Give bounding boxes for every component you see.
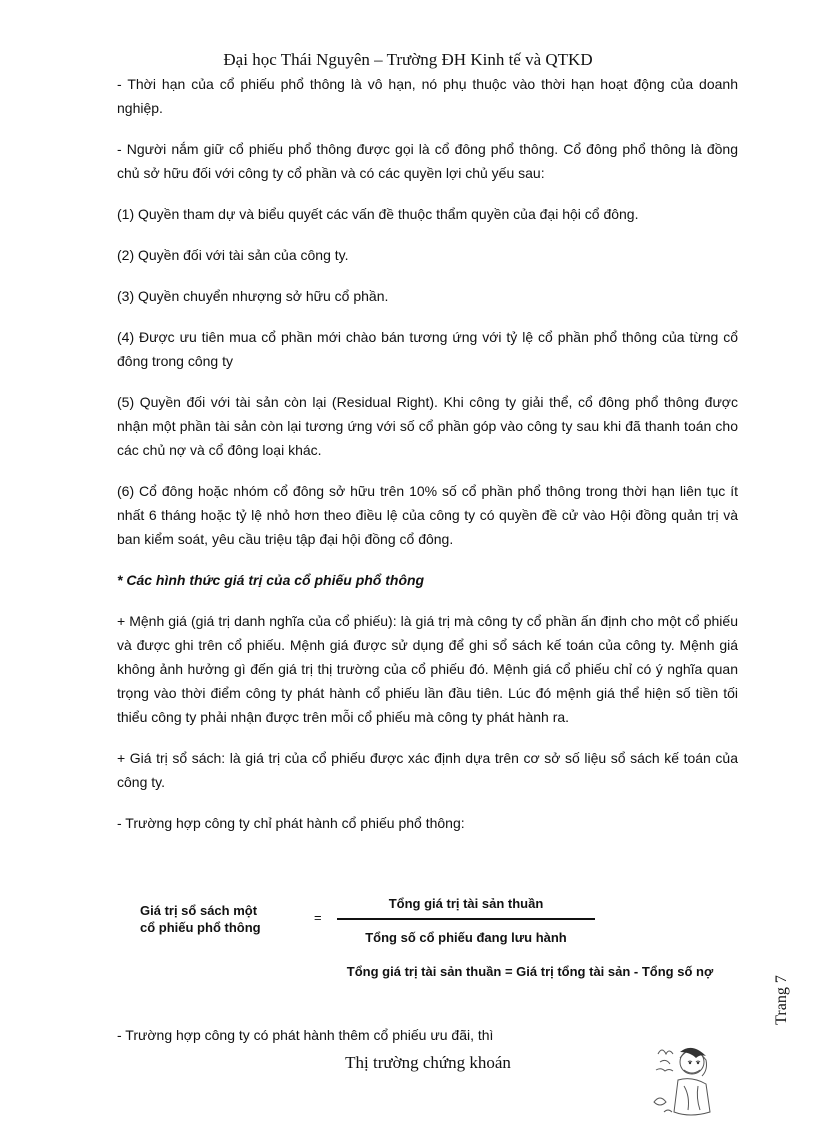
fraction-bar [337, 918, 595, 920]
formula-lhs-line: Giá trị sổ sách một [140, 903, 258, 918]
section-heading: * Các hình thức giá trị của cổ phiếu phổ thông [117, 572, 425, 588]
formula-note: Tổng giá trị tài sản thuần = Giá trị tổng tài sản - Tổng số nợ [346, 964, 714, 979]
paragraph: - Trường hợp công ty có phát hành thêm cổ phiếu ưu đãi, thì [117, 1027, 494, 1043]
paragraph: + Mệnh giá (giá trị danh nghĩa của cổ phiếu): là giá trị mà công ty cổ phần ấn định cho một cổ phiếu và được ghi trên cổ phiếu. Mệnh giá được sử dụng để ghi sổ sách kế toán của công ty. Mệnh giá không ảnh hưởng gì đến giá trị thị trường của cổ phiếu đó. Mệnh giá cổ phiếu chỉ có ý nghĩa quan trọng vào thời điểm công ty phát hành cổ phiếu lần đầu tiên. Lúc đó mệnh giá thể hiện số tiền tối thiểu công ty phải nhận được trên mỗi cổ phiếu mà công ty phát hành ra. [117, 613, 738, 725]
page-footer: Thị trường chứng khoán [345, 1053, 511, 1072]
document-body [117, 72, 738, 852]
page-header: Đại học Thái Nguyên – Trường ĐH Kinh tế và QTKD [223, 50, 593, 69]
list-item: (1) Quyền tham dự và biểu quyết các vấn đề thuộc thẩm quyền của đại hội cổ đông. [117, 206, 639, 222]
list-item: (6) Cổ đông hoặc nhóm cổ đông sở hữu trên 10% số cổ phần phổ thông trong thời hạn liên tục ít nhất 6 tháng hoặc tỷ lệ nhỏ hơn theo điều lệ của công ty có quyền đề cử vào Hội đồng quản trị và ban kiểm soát, yêu cầu triệu tập đại hội đồng cổ đông. [117, 483, 738, 547]
list-item: (5) Quyền đối với tài sản còn lại (Residual Right). Khi công ty giải thể, cổ đông phổ thông được nhận một phần tài sản còn lại tương ứng với số cổ phần góp vào công ty sau khi đã thanh toán cho các chủ nợ và cổ đông loại khác. [117, 394, 738, 458]
formula-denominator: Tổng số cổ phiếu đang lưu hành [365, 930, 567, 945]
paragraph: - Người nắm giữ cổ phiếu phổ thông được gọi là cổ đông phổ thông. Cổ đông phổ thông là đồng chủ sở hữu đối với công ty cổ phần và có các quyền lợi chủ yếu sau: [117, 141, 738, 181]
decorative-sketch-icon [650, 1040, 716, 1120]
formula-lhs [140, 902, 261, 936]
list-item: (3) Quyền chuyển nhượng sở hữu cổ phần. [117, 288, 389, 304]
formula-numerator: Tổng giá trị tài sản thuần [388, 896, 544, 911]
paragraph: - Thời hạn của cổ phiếu phổ thông là vô hạn, nó phụ thuộc vào thời hạn hoạt động của doanh nghiệp. [117, 76, 738, 116]
formula-lhs-line: cổ phiếu phổ thông [140, 920, 261, 935]
paragraph: - Trường hợp công ty chỉ phát hành cổ phiếu phổ thông: [117, 815, 465, 831]
list-item: (4) Được ưu tiên mua cổ phần mới chào bán tương ứng với tỷ lệ cổ phần phổ thông của từng cổ đông trong công ty [117, 329, 738, 369]
book-value-formula [117, 892, 738, 1012]
paragraph: + Giá trị sổ sách: là giá trị của cổ phiếu được xác định dựa trên cơ sở số liệu sổ sách kế toán của công ty. [117, 750, 738, 790]
page-number: Trang 7 [773, 975, 790, 1025]
equals-sign: = [314, 910, 322, 925]
list-item: (2) Quyền đối với tài sản của công ty. [117, 247, 349, 263]
